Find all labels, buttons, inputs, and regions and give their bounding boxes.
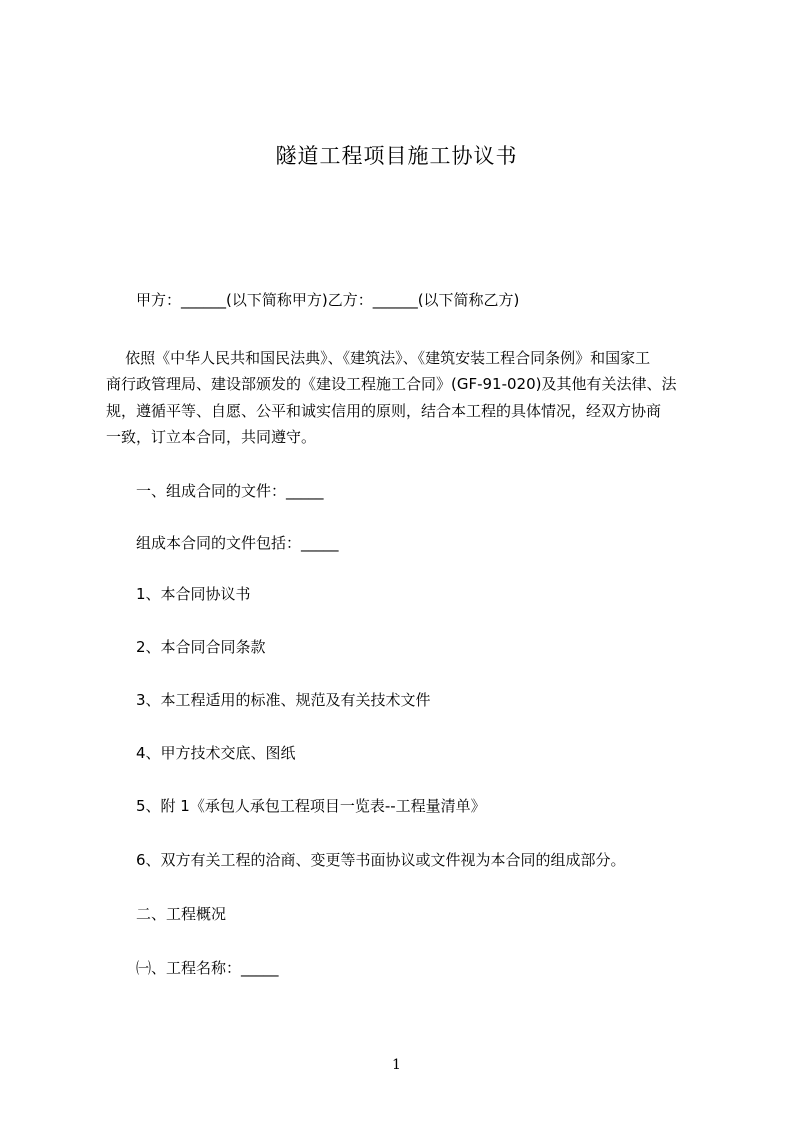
list-item: 6、双方有关工程的洽商、变更等书面协议或文件视为本合同的组成部分。 [136, 851, 626, 869]
list-item: 3、本工程适用的标准、规范及有关技术文件 [136, 691, 431, 709]
preamble-paragraph [106, 345, 698, 450]
section-intro: 组成本合同的文件包括：_____ [136, 534, 339, 552]
list-item: 4、甲方技术交底、图纸 [136, 744, 296, 762]
preamble-line: 依照《中华人民共和国民法典》、《建筑法》、《建筑安装工程合同条例》和国家工 [106, 349, 651, 367]
list-item: 2、本合同合同条款 [136, 638, 266, 656]
page-number: 1 [392, 1057, 401, 1073]
list-item: 1、本合同协议书 [136, 585, 251, 603]
preamble-line: 规，遵循平等、自愿、公平和诚实信用的原则，结合本工程的具体情况，经双方协商 [106, 401, 662, 420]
preamble-line: 商行政管理局、建设部颁发的《建设工程施工合同》(GF-91-020)及其他有关法律、法 [106, 375, 677, 394]
subsection-heading: ㈠、工程名称：_____ [136, 959, 279, 977]
preamble-line: 一致，订立本合同，共同遵守。 [106, 427, 317, 446]
section-heading: 一、组成合同的文件：_____ [136, 482, 324, 500]
list-item: 5、附 1《承包人承包工程项目一览表--工程量清单》 [136, 797, 486, 815]
parties-line: 甲方：______(以下简称甲方)乙方：______(以下简称乙方) [136, 291, 520, 309]
section-heading: 二、工程概况 [136, 905, 227, 923]
document-title: 隧道工程项目施工协议书 [275, 144, 518, 168]
